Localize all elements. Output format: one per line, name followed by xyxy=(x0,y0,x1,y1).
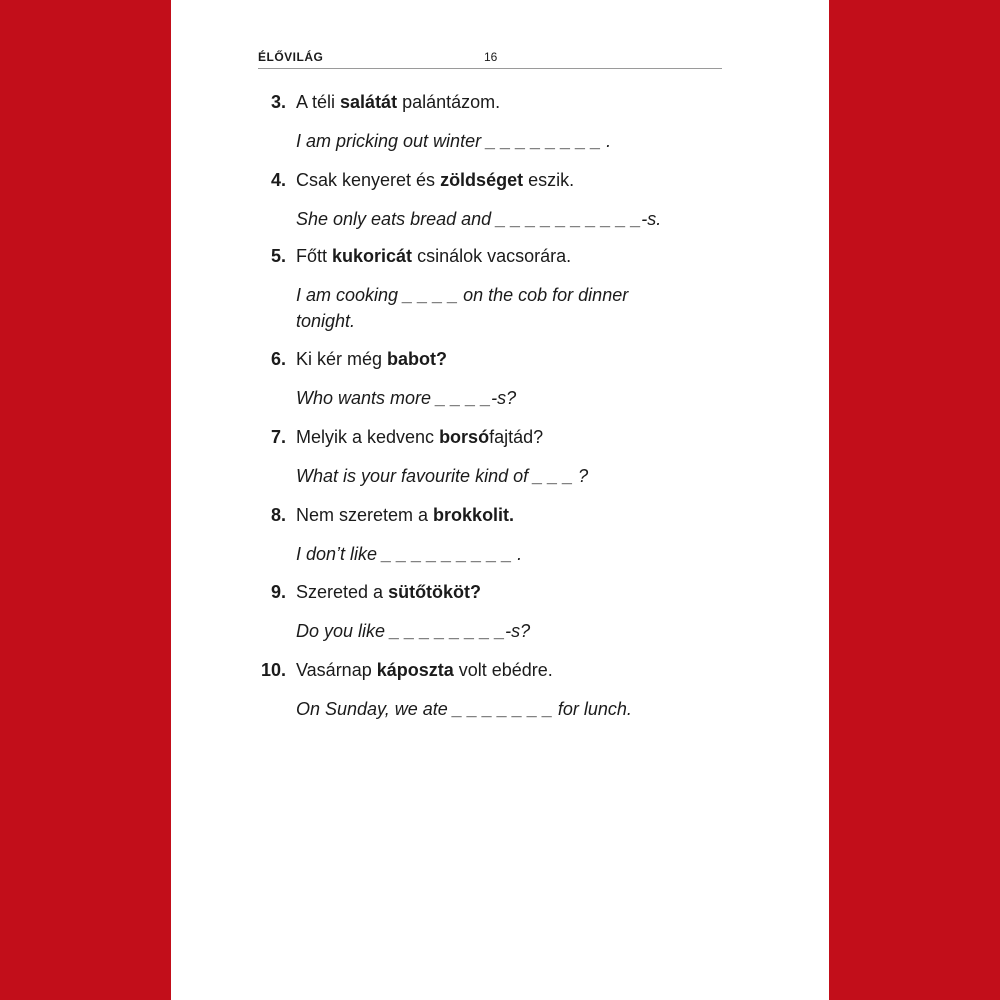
book-page xyxy=(171,0,829,1000)
hungarian-sentence: Csak kenyeret és zöldséget eszik. xyxy=(296,170,575,190)
highlighted-word: kukoricát xyxy=(332,246,413,266)
item-number: 5. xyxy=(270,246,286,266)
highlighted-word: zöldséget xyxy=(440,170,524,190)
highlighted-word: brokkolit. xyxy=(433,505,515,525)
hungarian-sentence: Melyik a kedvenc borsófajtád? xyxy=(296,427,544,447)
highlighted-word: babot? xyxy=(387,349,448,369)
hungarian-sentence: Vasárnap káposzta volt ebédre. xyxy=(296,660,553,680)
item-number: 3. xyxy=(270,92,286,112)
english-sentence: Do you like _ _ _ _ _ _ _ _-s? xyxy=(296,621,531,641)
english-sentence: She only eats bread and _ _ _ _ _ _ _ _ _ _-s. xyxy=(296,209,662,229)
english-sentence: I am pricking out winter _ _ _ _ _ _ _ _ . xyxy=(296,131,612,151)
item-number: 7. xyxy=(270,427,286,447)
running-header xyxy=(258,48,722,69)
item-number: 4. xyxy=(270,170,286,190)
item-number: 10. xyxy=(260,660,286,680)
hungarian-sentence: A téli salátát palántázom. xyxy=(296,92,501,112)
highlighted-word: sütőtököt? xyxy=(388,582,482,602)
hungarian-sentence: Szereted a sütőtököt? xyxy=(296,582,482,602)
item-number: 8. xyxy=(270,505,286,525)
hungarian-sentence: Nem szeretem a brokkolit. xyxy=(296,505,515,525)
english-sentence: On Sunday, we ate _ _ _ _ _ _ _ for lunch. xyxy=(296,699,632,719)
hungarian-sentence: Főtt kukoricát csinálok vacsorára. xyxy=(296,246,572,266)
page-number: 16 xyxy=(484,50,498,64)
english-sentence: I am cooking _ _ _ _ on the cob for dinner tonight. xyxy=(296,285,629,331)
english-sentence: What is your favourite kind of _ _ _ ? xyxy=(296,466,589,486)
item-number: 9. xyxy=(270,582,286,602)
hungarian-sentence: Ki kér még babot? xyxy=(296,349,448,369)
section-title: ÉLŐVILÁG xyxy=(258,50,324,64)
english-sentence: Who wants more _ _ _ _-s? xyxy=(296,388,517,408)
item-number: 6. xyxy=(270,349,286,369)
english-sentence: I don’t like _ _ _ _ _ _ _ _ _ . xyxy=(296,544,523,564)
highlighted-word: salátát xyxy=(340,92,398,112)
highlighted-word: káposzta xyxy=(376,660,454,680)
highlighted-word: borsó xyxy=(439,427,490,447)
